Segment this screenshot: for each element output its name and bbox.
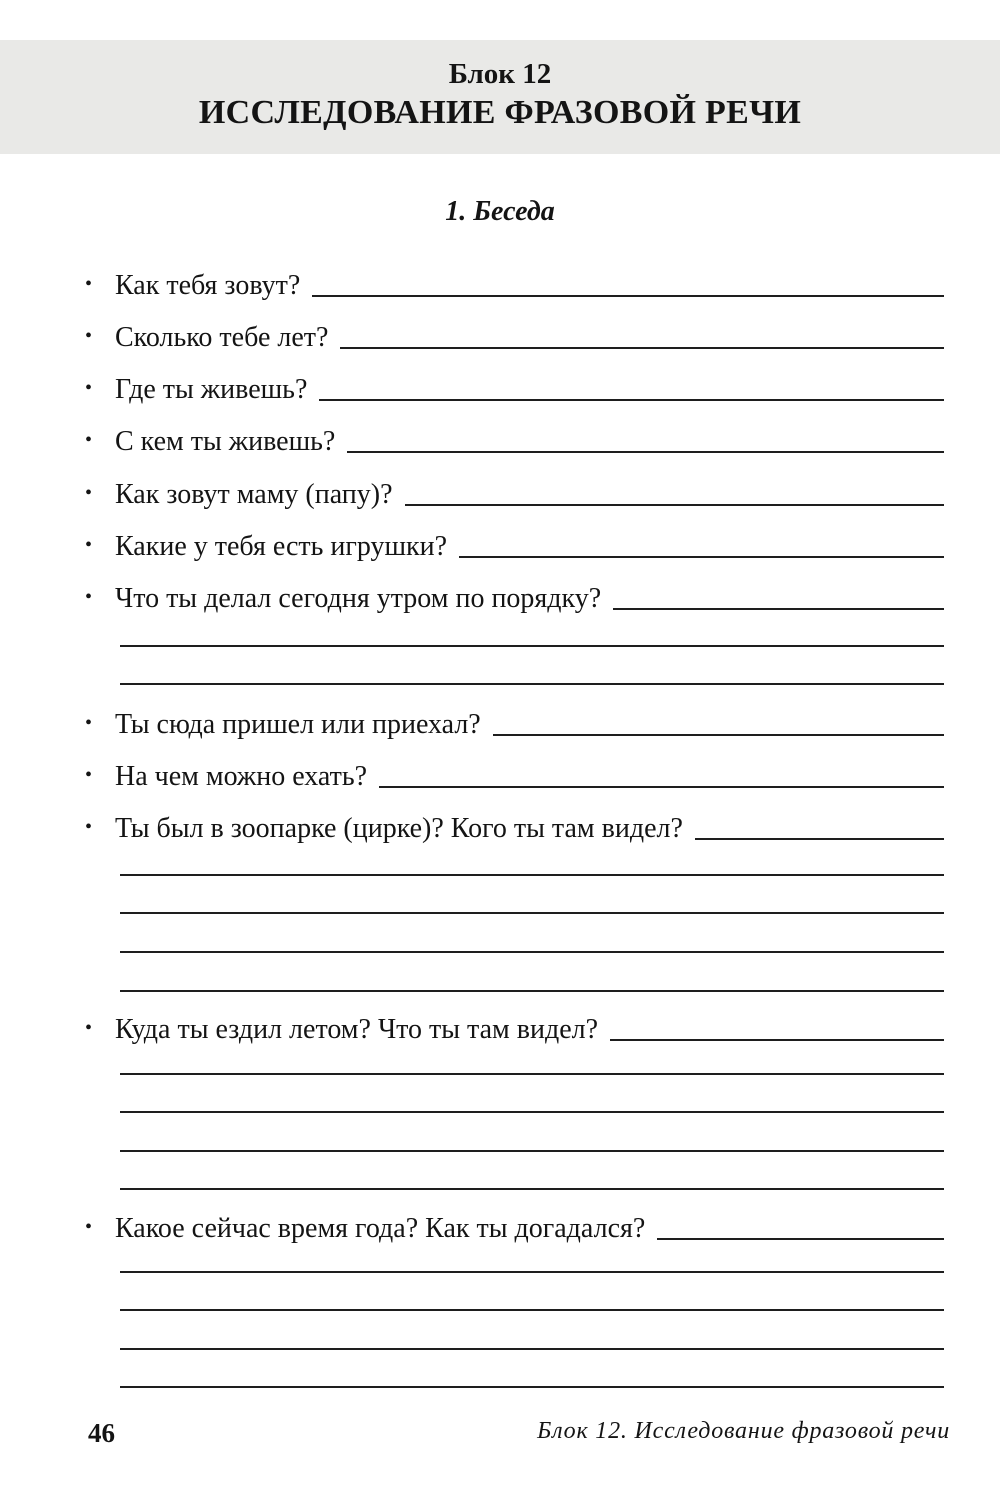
bullet-icon: • [85,1216,93,1238]
block-title: ИССЛЕДОВАНИЕ ФРАЗОВОЙ РЕЧИ [198,94,802,131]
answer-field[interactable] [613,608,944,610]
question-text: Куда ты ездил летом? Что ты там видел? [115,1014,599,1045]
question-text: Где ты живешь? [115,374,308,405]
answer-line[interactable] [120,912,944,914]
bullet-icon: • [85,586,93,608]
answer-line[interactable] [120,1386,944,1388]
section-title: 1. Беседа [445,196,555,227]
answer-field[interactable] [459,556,944,558]
question-text: На чем можно ехать? [115,761,368,792]
question-text: Ты был в зоопарке (цирке)? Кого ты там видел? [115,813,683,844]
question-item [85,581,944,617]
bullet-icon: • [85,712,93,734]
bullet-icon: • [85,1017,93,1039]
bullet-icon: • [85,325,93,347]
answer-field[interactable] [610,1039,944,1041]
answer-field[interactable] [405,504,944,506]
answer-line[interactable] [120,683,944,685]
question-text: Сколько тебе лет? [115,322,329,353]
answer-field[interactable] [347,451,944,453]
answer-field[interactable] [312,295,944,297]
question-item [85,1012,944,1048]
answer-line[interactable] [120,1309,944,1311]
question-text: Какие у тебя есть игрушки? [115,531,448,562]
question-item [85,477,944,513]
answer-field[interactable] [695,838,944,840]
question-item [85,811,944,847]
answer-line[interactable] [120,1150,944,1152]
question-text: Ты сюда пришел или приехал? [115,709,481,740]
question-item [85,320,944,356]
answer-field[interactable] [379,786,944,788]
bullet-icon: • [85,273,93,295]
answer-field[interactable] [319,399,944,401]
answer-line[interactable] [120,645,944,647]
answer-field[interactable] [340,347,944,349]
answer-field[interactable] [657,1238,944,1240]
question-item [85,707,944,743]
question-text: Как тебя зовут? [115,270,301,301]
bullet-icon: • [85,482,93,504]
question-item [85,1211,944,1247]
block-label: Блок 12 [448,58,552,90]
answer-line[interactable] [120,951,944,953]
bullet-icon: • [85,429,93,451]
question-item [85,529,944,565]
answer-field[interactable] [493,734,944,736]
answer-line[interactable] [120,1073,944,1075]
question-item [85,372,944,408]
question-text: Как зовут маму (папу)? [115,479,393,510]
answer-line[interactable] [120,874,944,876]
answer-line[interactable] [120,1271,944,1273]
question-text: С кем ты живешь? [115,426,336,457]
question-text: Что ты делал сегодня утром по порядку? [115,583,602,614]
answer-line[interactable] [120,1188,944,1190]
bullet-icon: • [85,377,93,399]
bullet-icon: • [85,816,93,838]
running-footer: Блок 12. Исследование фразовой речи [537,1418,950,1444]
question-text: Какое сейчас время года? Как ты догадался? [115,1213,646,1244]
answer-line[interactable] [120,990,944,992]
page-number: 46 [88,1418,115,1448]
question-item [85,268,944,304]
answer-line[interactable] [120,1348,944,1350]
answer-line[interactable] [120,1111,944,1113]
question-item [85,424,944,460]
bullet-icon: • [85,764,93,786]
question-item [85,759,944,795]
bullet-icon: • [85,534,93,556]
